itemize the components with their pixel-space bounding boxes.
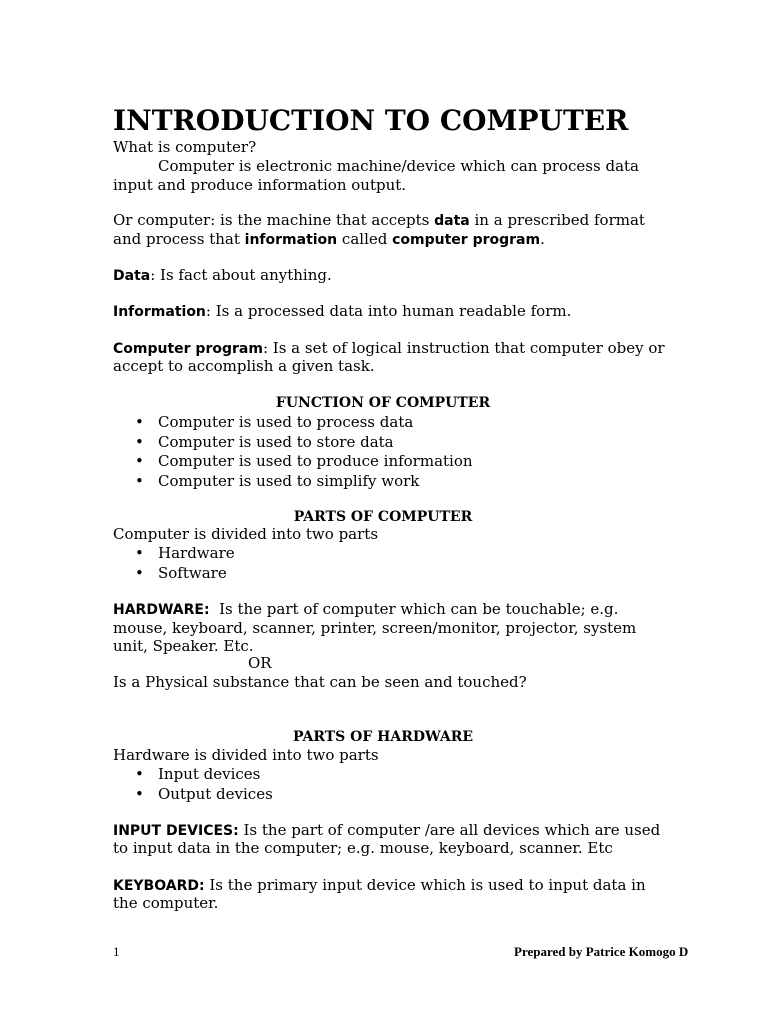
parts-list	[113, 544, 673, 583]
list-item: • Hardware	[113, 544, 673, 564]
computer-program-definition-line-2: accept to accomplish a given task.	[113, 357, 375, 375]
hardware-definition-line-4: Is a Physical substance that can be seen and touched?	[113, 673, 527, 691]
hardware-parts-intro: Hardware is divided into two parts	[113, 746, 379, 764]
page-title: INTRODUCTION TO COMPUTER	[113, 104, 629, 137]
or-separator: OR	[248, 654, 272, 672]
hardware-parts-list	[113, 765, 673, 804]
list-item: • Computer is used to process data	[113, 413, 673, 433]
keyboard-definition-line-2: the computer.	[113, 894, 219, 912]
definition-line-2: input and produce information output.	[113, 176, 407, 194]
list-item: • Computer is used to store data	[113, 433, 673, 453]
hardware-definition-line-3: unit, Speaker. Etc.	[113, 637, 254, 655]
list-item: • Output devices	[113, 785, 673, 805]
alt-definition-line-2: and process that information called computer program.	[113, 230, 545, 248]
function-heading: FUNCTION OF COMPUTER	[275, 395, 491, 411]
keyboard-definition-line-1: KEYBOARD: Is the primary input device which is used to input data in	[113, 876, 646, 894]
hardware-definition-line-1: HARDWARE: Is the part of computer which can be touchable; e.g.	[113, 600, 619, 618]
information-definition: Information: Is a processed data into human readable form.	[113, 302, 572, 320]
list-item: • Computer is used to produce information	[113, 452, 673, 472]
definition-line-1: Computer is electronic machine/device which can process data	[158, 157, 639, 175]
list-item: • Input devices	[113, 765, 673, 785]
question-what-is-computer: What is computer?	[113, 138, 257, 156]
hardware-parts-heading: PARTS OF HARDWARE	[292, 729, 474, 745]
parts-heading: PARTS OF COMPUTER	[293, 509, 473, 525]
function-list	[113, 413, 673, 491]
input-devices-definition-line-2: to input data in the computer; e.g. mouse, keyboard, scanner. Etc	[113, 839, 613, 857]
list-item: • Computer is used to simplify work	[113, 472, 673, 492]
computer-program-definition-line-1: Computer program: Is a set of logical instruction that computer obey or	[113, 339, 665, 357]
parts-intro: Computer is divided into two parts	[113, 525, 379, 543]
author-credit: Prepared by Patrice Komogo D	[514, 944, 689, 959]
list-item: • Software	[113, 564, 673, 584]
page-number: 1	[113, 944, 120, 959]
data-definition: Data: Is fact about anything.	[113, 266, 332, 284]
hardware-definition-line-2: mouse, keyboard, scanner, printer, screen/monitor, projector, system	[113, 619, 637, 637]
input-devices-definition-line-1: INPUT DEVICES: Is the part of computer /are all devices which are used	[113, 821, 661, 839]
alt-definition-line-1: Or computer: is the machine that accepts data in a prescribed format	[113, 211, 645, 229]
